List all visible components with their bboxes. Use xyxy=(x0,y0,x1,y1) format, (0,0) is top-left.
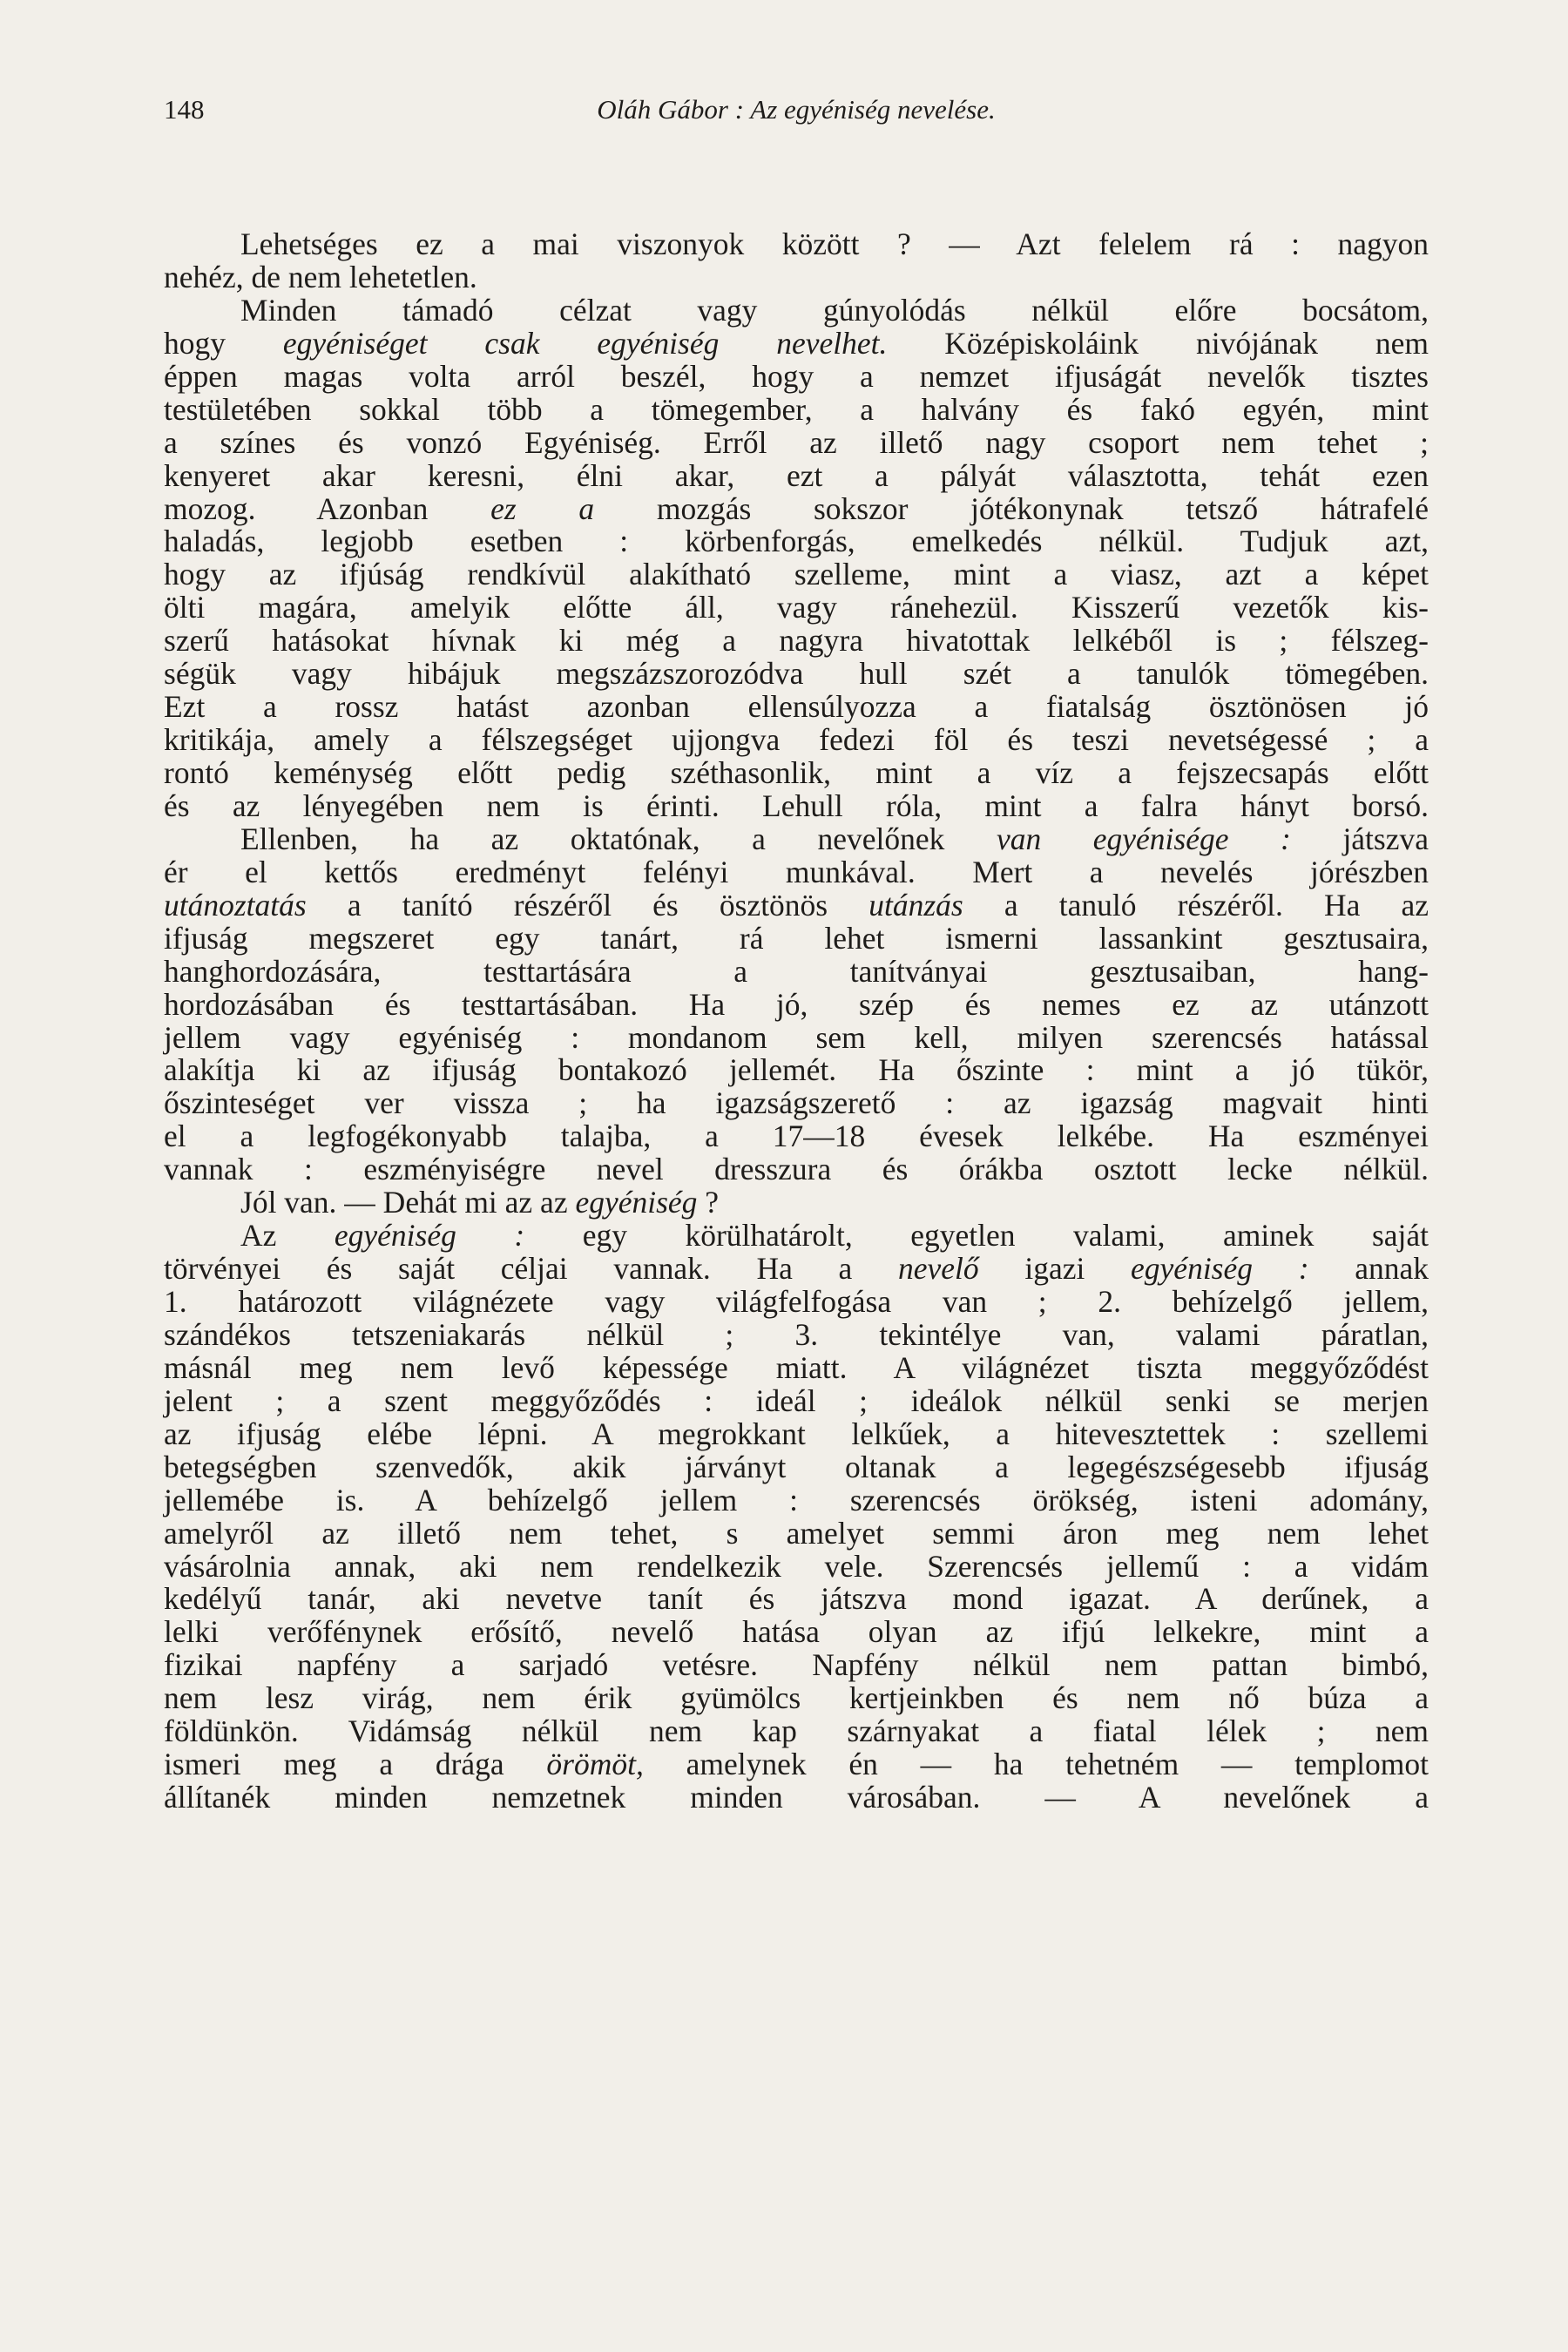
text-span: igazi xyxy=(978,1251,1132,1287)
text-line: jellem vagy egyéniség : mondanom sem kell, milyen szerencsés hatással xyxy=(164,1019,1429,1055)
text-line: jelent ; a szent meggyőződés : ideál ; ideálok nélkül senki se merjen xyxy=(164,1382,1429,1418)
text-line: éppen magas volta arról beszél, hogy a nemzet ifjuságát nevelők tisztes xyxy=(164,358,1429,394)
text-line: kritikája, amely a félszegséget ujjongva fedezi föl és teszi nevetségessé ; a xyxy=(164,722,1429,758)
text-span: Az xyxy=(240,1218,335,1254)
text-line: ségük vagy hibájuk megszázszorozódva hull szét a tanulók tömegében. xyxy=(164,656,1429,692)
text-span: mozgás sokszor jótékonynak tetsző hátrafelé xyxy=(594,490,1429,526)
italic-span: egyéniséget csak egyéniség nevelhet. xyxy=(282,325,888,361)
italic-span: egyéniség : xyxy=(334,1218,525,1254)
text-line xyxy=(164,490,1429,526)
italic-span: utánzás xyxy=(868,887,963,923)
text-span: annak xyxy=(1308,1251,1429,1287)
text-line: a színes és vonzó Egyéniség. Erről az illető nagy csoport nem tehet ; xyxy=(164,424,1429,460)
text-line: állítanék minden nemzetnek minden városában. — A nevelőnek a xyxy=(164,1780,1429,1815)
text-line: alakítja ki az ifjuság bontakozó jellemét. Ha őszinte : mint a jó tükör, xyxy=(164,1052,1429,1088)
text-line: Ezt a rossz hatást azonban ellensúlyozza a fiatalság ösztönösen jó xyxy=(164,689,1429,725)
text-line: hogy az ifjúság rendkívül alakítható szelleme, mint a viasz, azt a képet xyxy=(164,557,1429,592)
text-span: egy körülhatárolt, egyetlen valami, aminek saját xyxy=(524,1218,1429,1254)
text-line: kenyeret akar keresni, élni akar, ezt a pályát választotta, tehát ezen xyxy=(164,457,1429,493)
italic-span: örömöt, xyxy=(546,1747,644,1782)
running-title: Oláh Gábor : Az egyéniség nevelése. xyxy=(597,94,996,125)
text-line: ifjuság megszeret egy tanárt, rá lehet ismerni lassankint gesztusaira, xyxy=(164,920,1429,956)
text-line: jellemébe is. A behízelgő jellem : szerencsés örökség, isteni adomány, xyxy=(164,1482,1429,1517)
text-line: nem lesz virág, nem érik gyümölcs kertjeinkben és nem nő búza a xyxy=(164,1680,1429,1716)
text-line: amelyről az illető nem tehet, s amelyet semmi áron meg nem lehet xyxy=(164,1515,1429,1551)
text-line: nehéz, de nem lehetetlen. xyxy=(164,259,477,294)
text-line: őszinteséget ver vissza ; ha igazságszerető : az igazság magvait hinti xyxy=(164,1085,1429,1121)
text-line: másnál meg nem levő képessége miatt. A világnézet tiszta meggyőződést xyxy=(164,1349,1429,1385)
text-line xyxy=(164,889,1429,923)
text-span: Jól van. — Dehát mi az az xyxy=(240,1185,576,1220)
text-line xyxy=(164,1220,1429,1253)
text-span: a tanuló részéről. Ha az xyxy=(963,887,1429,923)
text-line: Lehetséges ez a mai viszonyok között ? — Azt felelem rá : nagyon xyxy=(240,226,1429,261)
text-span: ? xyxy=(697,1185,720,1220)
text-line: vannak : eszményiségre nevel dresszura és órákba osztott lecke nélkül. xyxy=(164,1152,1429,1187)
text-span: amelynek én — ha tehetném — templomot xyxy=(643,1747,1429,1782)
italic-span: van egyénisége : xyxy=(996,821,1291,856)
body-text xyxy=(164,228,1429,1815)
text-line: földünkön. Vidámság nélkül nem kap szárnyakat a fiatal lélek ; nem xyxy=(164,1713,1429,1749)
text-line: ölti magára, amelyik előtte áll, vagy ránehezül. Kisszerű vezetők kis- xyxy=(164,590,1429,625)
text-line: fizikai napfény a sarjadó vetésre. Napfény nélkül nem pattan bimbó, xyxy=(164,1647,1429,1683)
italic-span: egyéniség : xyxy=(1131,1251,1309,1287)
text-line: el a legfogékonyabb talajba, a 17—18 évesek lelkébe. Ha eszményei xyxy=(164,1119,1429,1154)
text-line: az ifjuság elébe lépni. A megrokkant lelkűek, a hitevesztettek : szellemi xyxy=(164,1416,1429,1451)
text-span: mozog. Azonban xyxy=(164,490,491,526)
text-span: ismeri meg a drága xyxy=(164,1747,547,1782)
italic-span: nevelő xyxy=(898,1251,979,1287)
text-line: haladás, legjobb esetben : körbenforgás, emelkedés nélkül. Tudjuk azt, xyxy=(164,524,1429,559)
text-line xyxy=(164,325,1429,361)
text-line: lelki verőfénynek erősítő, nevelő hatása olyan az ifjú lelkekre, mint a xyxy=(164,1614,1429,1650)
text-line xyxy=(164,1253,1429,1286)
text-line: kedélyű tanár, aki nevetve tanít és játszva mond igazat. A derűnek, a xyxy=(164,1581,1429,1617)
text-line: hordozásában és testtartásában. Ha jó, szép és nemes ez az utánzott xyxy=(164,986,1429,1022)
text-span: játszva xyxy=(1290,821,1429,856)
text-line: ér el kettős eredményt felényi munkával. Mert a nevelés jórészben xyxy=(164,854,1429,889)
text-line: vásárolnia annak, aki nem rendelkezik vele. Szerencsés jellemű : a vidám xyxy=(164,1548,1429,1584)
page-header xyxy=(164,94,1429,138)
text-line: 1. határozott világnézete vagy világfelfogása van ; 2. behízelgő jellem, xyxy=(164,1284,1429,1319)
text-line: hanghordozására, testtartására a tanítványai gesztusaiban, hang- xyxy=(164,953,1429,989)
text-line: szerű hatásokat hívnak ki még a nagyra hivatottak lelkéből is ; félszeg- xyxy=(164,623,1429,659)
italic-span: utánoztatás xyxy=(164,887,307,923)
text-span: hogy xyxy=(164,325,283,361)
text-span: Ellenben, ha az oktatónak, a nevelőnek xyxy=(240,821,997,856)
text-line xyxy=(164,1748,1429,1781)
text-line: szándékos tetszeniakarás nélkül ; 3. tekintélye van, valami páratlan, xyxy=(164,1316,1429,1352)
italic-span: egyéniség xyxy=(575,1185,698,1220)
italic-span: ez a xyxy=(490,490,595,526)
text-line xyxy=(164,823,1429,856)
text-line: testületében sokkal több a tömegember, a halvány és fakó egyén, mint xyxy=(164,391,1429,427)
text-line: betegségben szenvedők, akik járványt oltanak a legegészségesebb ifjuság xyxy=(164,1449,1429,1484)
text-line: és az lényegében nem is érinti. Lehull róla, mint a falra hányt borsó. xyxy=(164,787,1429,823)
text-line: rontó keménység előtt pedig széthasonlik, mint a víz a fejszecsapás előtt xyxy=(164,755,1429,790)
text-span: törvényei és saját céljai vannak. Ha a xyxy=(164,1251,898,1287)
text-line xyxy=(164,1186,1429,1220)
page-number: 148 xyxy=(164,94,205,125)
text-line: Minden támadó célzat vagy gúnyolódás nélkül előre bocsátom, xyxy=(240,292,1429,328)
text-span: a tanító részéről és ösztönös xyxy=(306,887,869,923)
text-span: Középiskoláink nivójának nem xyxy=(887,325,1429,361)
